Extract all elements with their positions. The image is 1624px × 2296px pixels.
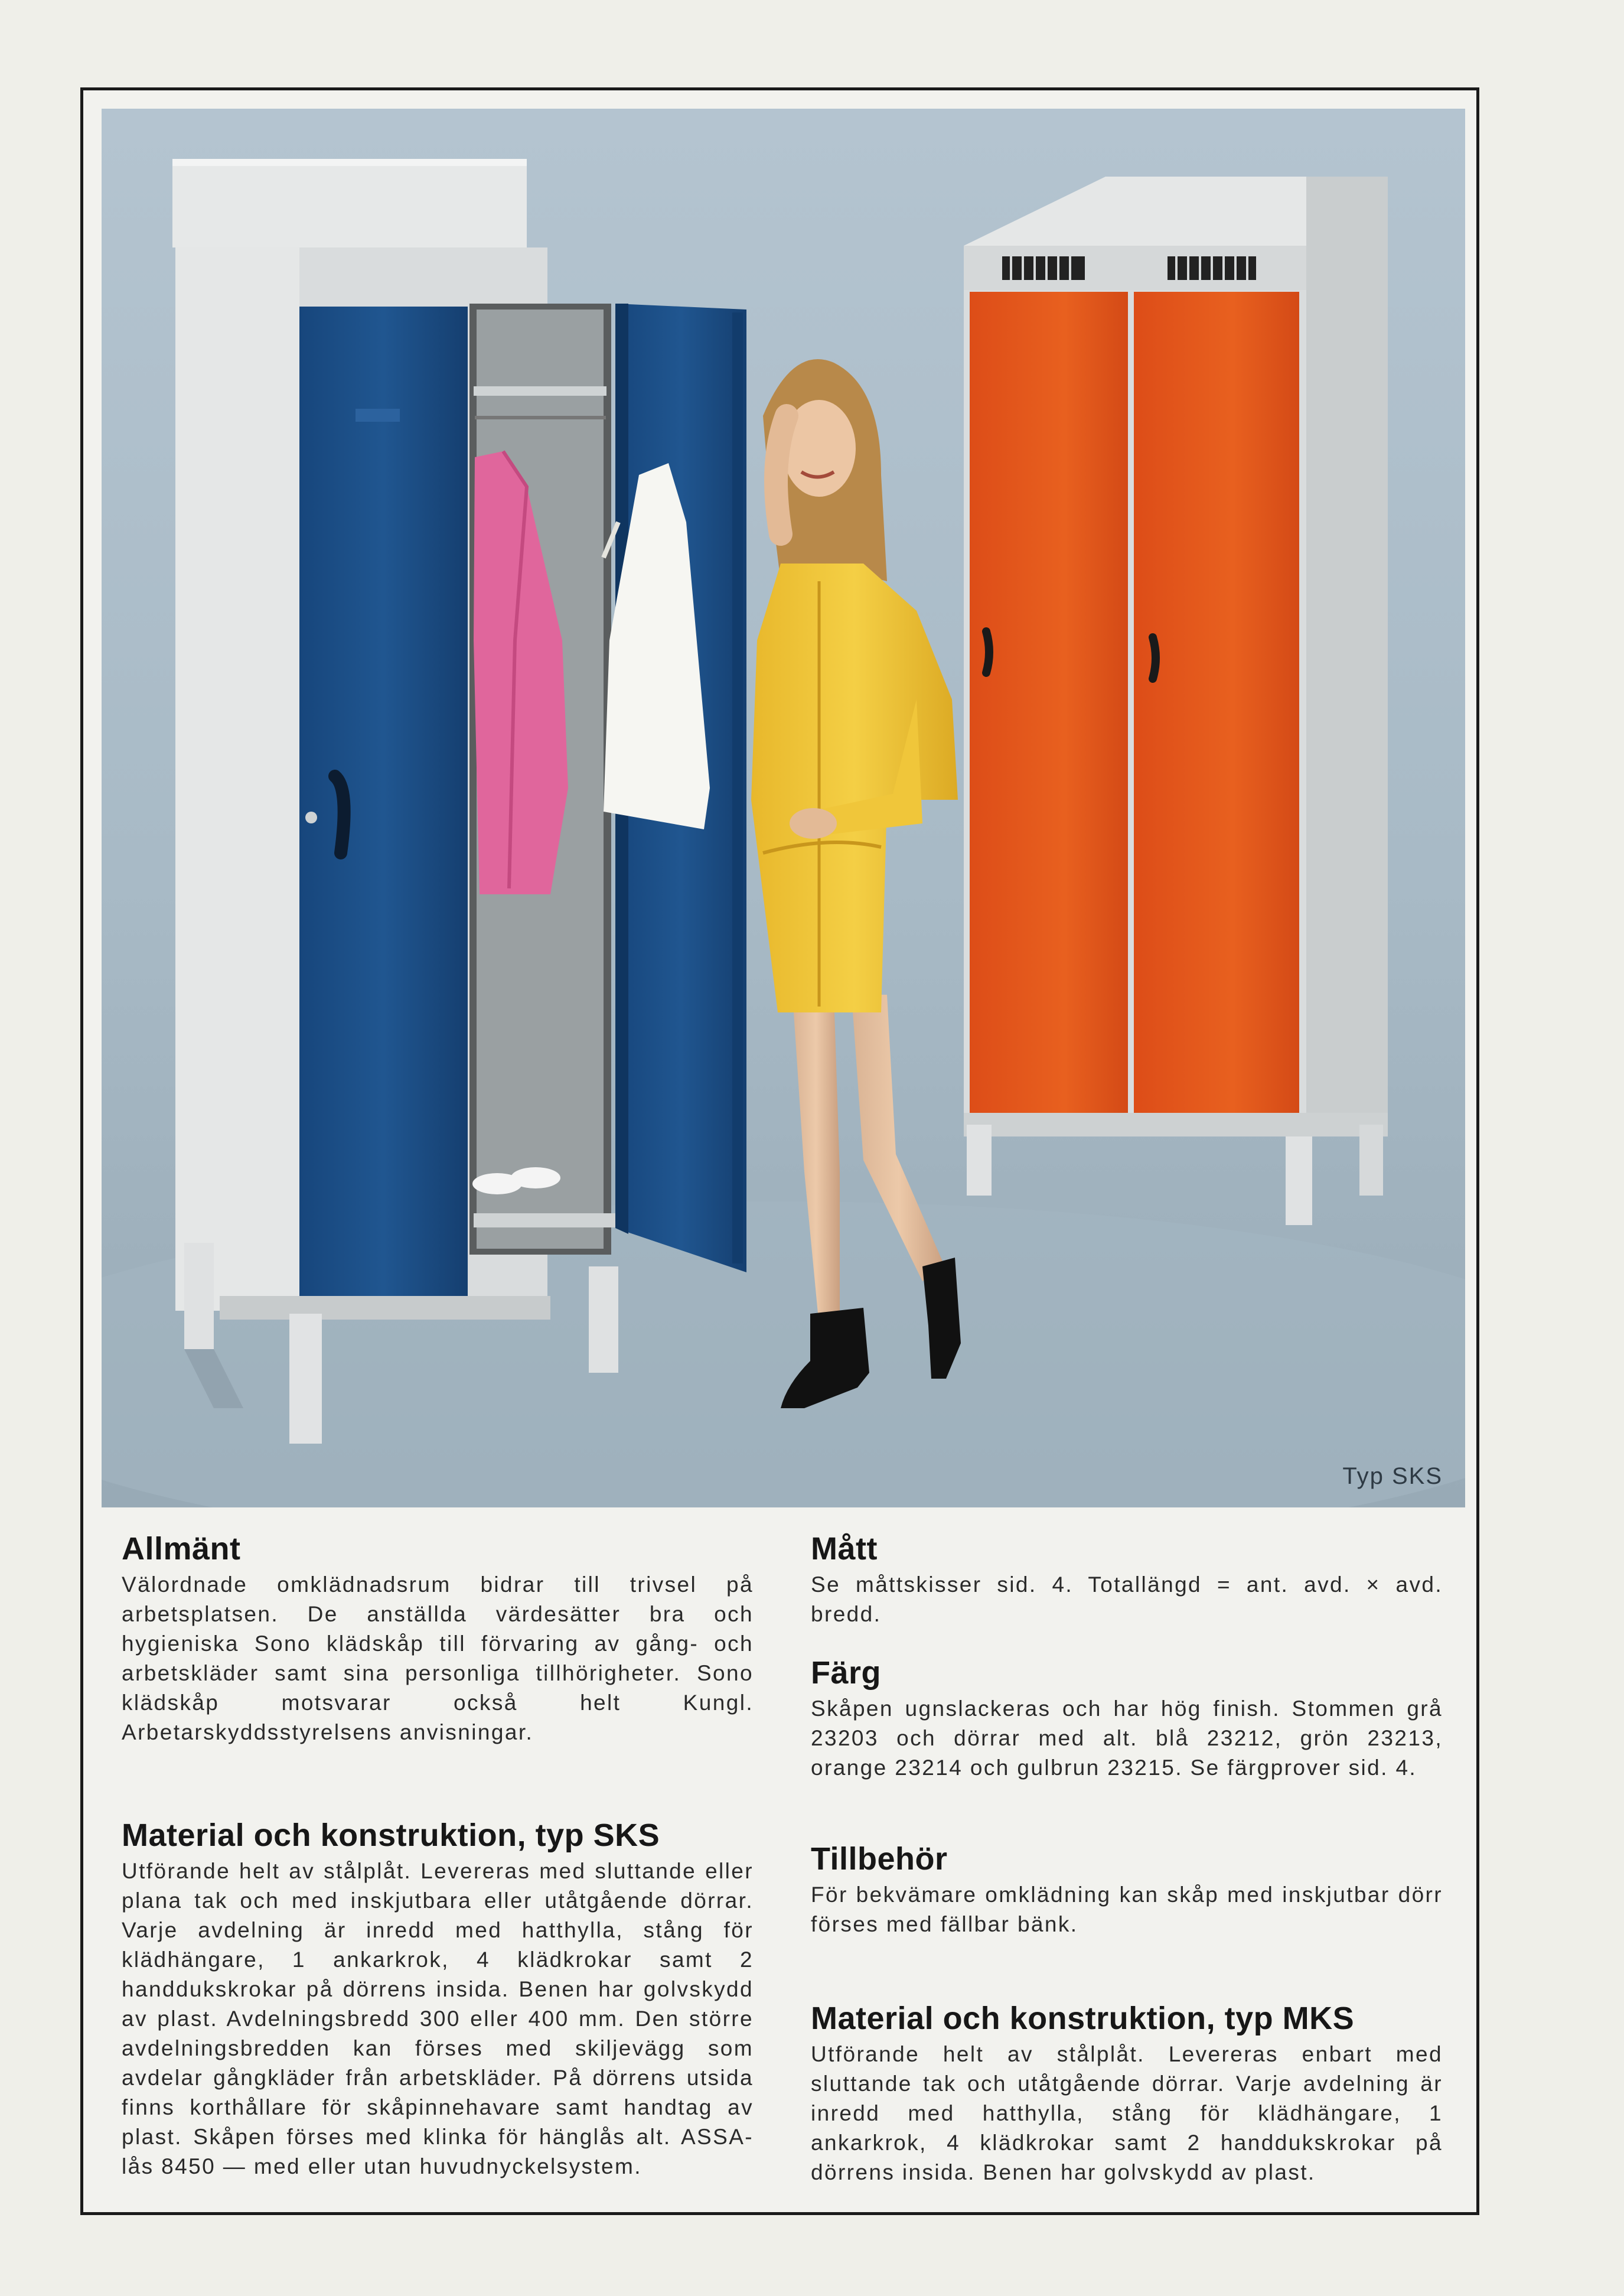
product-photo [102, 109, 1465, 1507]
heading-farg: Färg [811, 1655, 882, 1691]
body-allmant: Välordnade omklädnadsrum bidrar till trivsel på arbetsplatsen. De anställda värdesätter bra och hygieniska Sono klädskåp till förvaring av gång- och arbetskläder samt sina personliga tillhörigheter. Sono klädskåp motsvarar också helt Kungl. Arbetarskyddsstyrelsens anvisningar. [122, 1572, 754, 1744]
section-tillbehor [811, 1840, 1443, 1939]
body-material-mks: Utförande helt av stålplåt. Levereras enbart med sluttande tak och utåtgående dörrar. Varje avdelning är inredd med hatthylla, stång för klädhängare, 1 ankarkrok, 4 klädkrokar samt 2 handdukskrokar på dörrens insida. Benen har golvskydd av plast. [811, 2042, 1443, 2184]
section-allmant [122, 1530, 754, 1747]
heading-tillbehor: Tillbehör [811, 1841, 948, 1877]
body-material-sks: Utförande helt av stålplåt. Levereras med sluttande eller plana tak och med inskjutbara eller utåtgående dörrar. Varje avdelning är inredd med hatthylla, stång för klädhängare, 1 ankarkrok, 4 klädkrokar samt 2 handdukskrokar på dörrens insida. Benen har golvskydd av plast. Avdelningsbredd 300 eller 400 mm. Den större avdelningsbredden kan förses med skiljevägg som avdelar gångkläder från arbetskläder. På dörrens utsida finns korthållare för skåpinnehavare samt handtag av plast. Skåpen förses med klinka för hänglås alt. ASSA-lås 8450 — med eller utan huvudnyckelsystem. [122, 1859, 754, 2178]
body-matt: Se måttskisser sid. 4. Totallängd = ant. avd. × avd. bredd. [811, 1572, 1443, 1626]
cabinet-mks [964, 177, 1388, 1225]
body-tillbehor: För bekvämare omklädning kan skåp med inskjutbar dörr förses med fällbar bänk. [811, 1883, 1443, 1936]
heading-allmant: Allmänt [122, 1531, 241, 1567]
heading-material-sks: Material och konstruktion, typ SKS [122, 1818, 660, 1853]
section-material-sks [122, 1816, 754, 2181]
section-farg [811, 1654, 1443, 1783]
photo-caption: Typ SKS [1342, 1463, 1443, 1489]
section-material-mks [811, 1999, 1443, 2187]
heading-matt: Mått [811, 1531, 878, 1567]
body-farg: Skåpen ugnslackeras och har hög finish. Stommen grå 23203 och dörrar med alt. blå 23212, grön 23213, orange 23214 och gulbrun 23215. Se färgprover sid. 4. [811, 1696, 1443, 1780]
heading-material-mks: Material och konstruktion, typ MKS [811, 2001, 1355, 2036]
section-matt [811, 1530, 1443, 1629]
locker-photo-illustration [102, 109, 1465, 1507]
